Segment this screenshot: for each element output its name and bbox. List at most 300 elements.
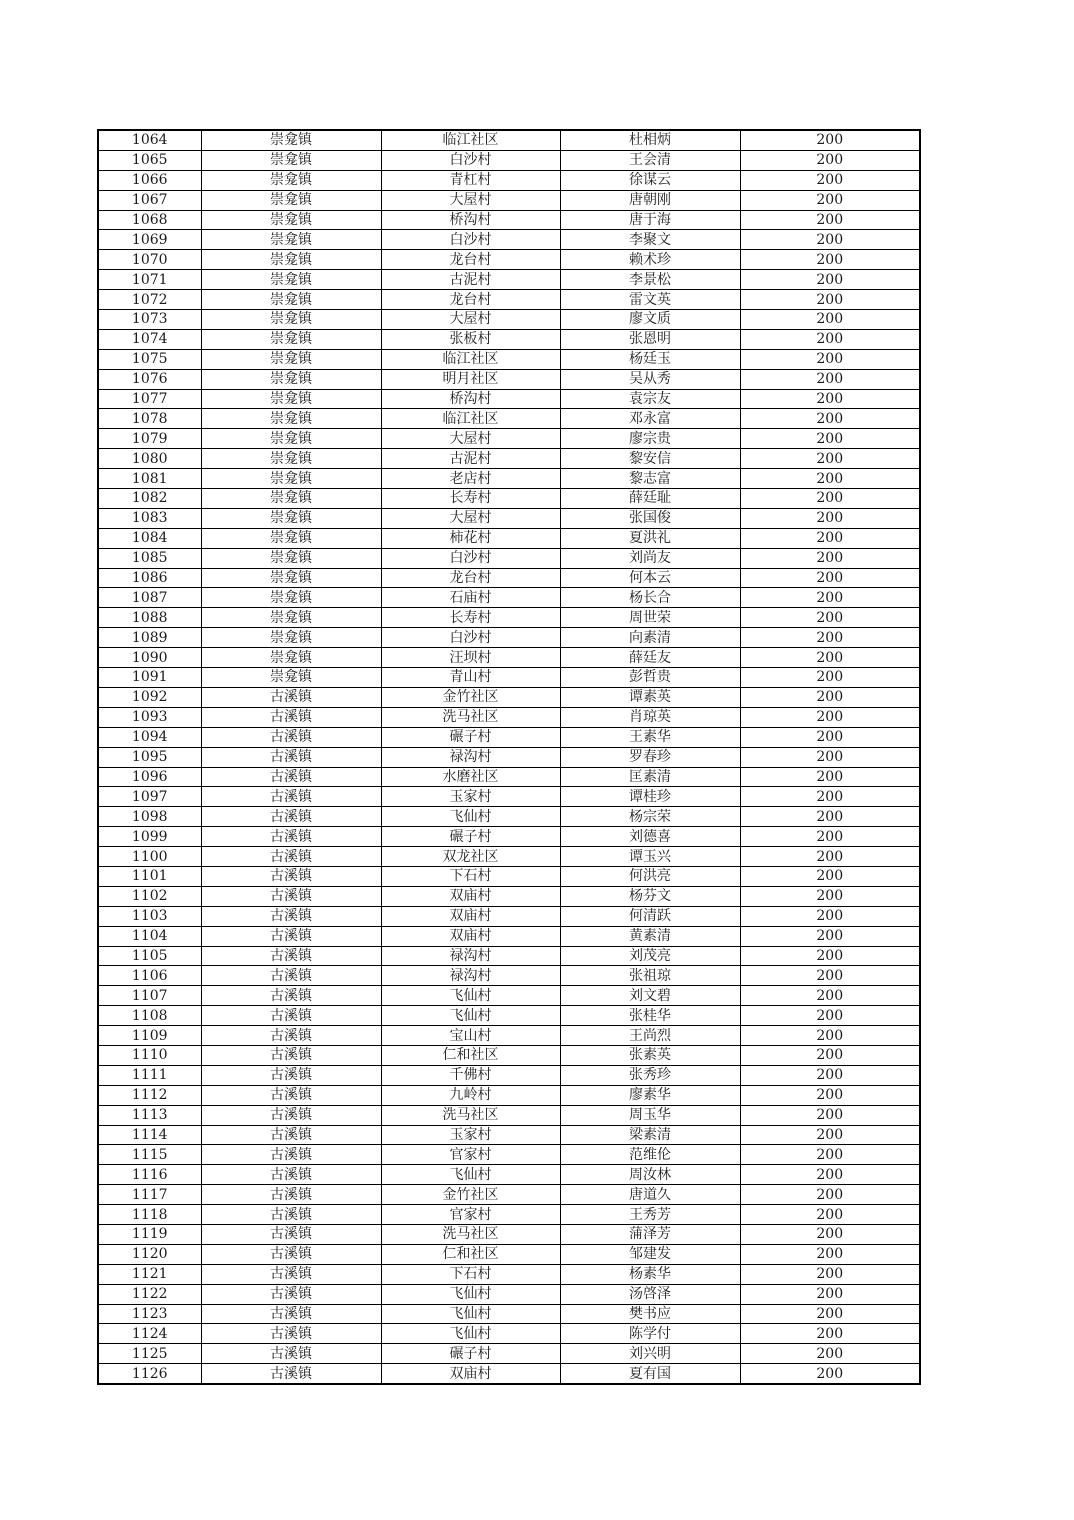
village-cell: 白沙村 <box>381 230 560 250</box>
town-cell: 古溪镇 <box>201 687 381 707</box>
person-name-cell: 薛廷友 <box>560 648 740 668</box>
town-cell: 崇龛镇 <box>201 290 381 310</box>
town-cell: 古溪镇 <box>201 1085 381 1105</box>
table-row <box>98 429 920 449</box>
town-cell: 古溪镇 <box>201 1244 381 1264</box>
amount-cell: 200 <box>740 727 920 747</box>
town-cell: 古溪镇 <box>201 1324 381 1344</box>
person-name-cell: 王会清 <box>560 150 740 170</box>
person-name-cell: 吴从秀 <box>560 369 740 389</box>
town-cell: 崇龛镇 <box>201 349 381 369</box>
row-number-cell: 1088 <box>98 608 201 628</box>
village-cell: 大屋村 <box>381 508 560 528</box>
village-cell: 古泥村 <box>381 449 560 469</box>
amount-cell: 200 <box>740 349 920 369</box>
person-name-cell: 薛廷耻 <box>560 489 740 509</box>
town-cell: 崇龛镇 <box>201 210 381 230</box>
table-row <box>98 1125 920 1145</box>
row-number-cell: 1074 <box>98 329 201 349</box>
amount-cell: 200 <box>740 1065 920 1085</box>
person-name-cell: 梁素清 <box>560 1125 740 1145</box>
village-cell: 老店村 <box>381 469 560 489</box>
table-row <box>98 807 920 827</box>
town-cell: 崇龛镇 <box>201 548 381 568</box>
person-name-cell: 唐于海 <box>560 210 740 230</box>
amount-cell: 200 <box>740 1205 920 1225</box>
village-cell: 官家村 <box>381 1205 560 1225</box>
row-number-cell: 1109 <box>98 1026 201 1046</box>
town-cell: 崇龛镇 <box>201 668 381 688</box>
village-cell: 大屋村 <box>381 190 560 210</box>
amount-cell: 200 <box>740 668 920 688</box>
person-name-cell: 谭玉兴 <box>560 847 740 867</box>
town-cell: 古溪镇 <box>201 847 381 867</box>
person-name-cell: 廖文质 <box>560 310 740 330</box>
table-row <box>98 648 920 668</box>
amount-cell: 200 <box>740 1105 920 1125</box>
town-cell: 古溪镇 <box>201 727 381 747</box>
row-number-cell: 1114 <box>98 1125 201 1145</box>
table-row <box>98 727 920 747</box>
amount-cell: 200 <box>740 687 920 707</box>
town-cell: 古溪镇 <box>201 866 381 886</box>
row-number-cell: 1110 <box>98 1045 201 1065</box>
table-row <box>98 1065 920 1085</box>
row-number-cell: 1113 <box>98 1105 201 1125</box>
table-row <box>98 1304 920 1324</box>
table-row <box>98 668 920 688</box>
amount-cell: 200 <box>740 847 920 867</box>
amount-cell: 200 <box>740 608 920 628</box>
village-cell: 明月社区 <box>381 369 560 389</box>
amount-cell: 200 <box>740 807 920 827</box>
row-number-cell: 1079 <box>98 429 201 449</box>
village-cell: 大屋村 <box>381 310 560 330</box>
amount-cell: 200 <box>740 528 920 548</box>
person-name-cell: 邹建发 <box>560 1244 740 1264</box>
amount-cell: 200 <box>740 489 920 509</box>
amount-cell: 200 <box>740 966 920 986</box>
row-number-cell: 1087 <box>98 588 201 608</box>
table-row <box>98 966 920 986</box>
village-cell: 碾子村 <box>381 727 560 747</box>
table-row <box>98 508 920 528</box>
row-number-cell: 1106 <box>98 966 201 986</box>
row-number-cell: 1101 <box>98 866 201 886</box>
town-cell: 古溪镇 <box>201 1264 381 1284</box>
row-number-cell: 1065 <box>98 150 201 170</box>
amount-cell: 200 <box>740 1324 920 1344</box>
table-row <box>98 707 920 727</box>
amount-cell: 200 <box>740 1125 920 1145</box>
town-cell: 古溪镇 <box>201 1145 381 1165</box>
row-number-cell: 1090 <box>98 648 201 668</box>
village-cell: 飞仙村 <box>381 1324 560 1344</box>
town-cell: 古溪镇 <box>201 1185 381 1205</box>
village-cell: 仁和社区 <box>381 1244 560 1264</box>
village-cell: 碾子村 <box>381 827 560 847</box>
amount-cell: 200 <box>740 1006 920 1026</box>
town-cell: 古溪镇 <box>201 926 381 946</box>
village-cell: 汪坝村 <box>381 648 560 668</box>
table-row <box>98 489 920 509</box>
person-name-cell: 夏洪礼 <box>560 528 740 548</box>
table-row <box>98 847 920 867</box>
village-cell: 金竹社区 <box>381 1185 560 1205</box>
table-row <box>98 926 920 946</box>
row-number-cell: 1095 <box>98 747 201 767</box>
person-name-cell: 夏有国 <box>560 1364 740 1384</box>
table-row <box>98 1244 920 1264</box>
town-cell: 崇龛镇 <box>201 588 381 608</box>
amount-cell: 200 <box>740 230 920 250</box>
village-cell: 龙台村 <box>381 290 560 310</box>
table-row <box>98 548 920 568</box>
row-number-cell: 1099 <box>98 827 201 847</box>
table-row <box>98 1045 920 1065</box>
person-name-cell: 赖术珍 <box>560 250 740 270</box>
town-cell: 古溪镇 <box>201 1065 381 1085</box>
person-name-cell: 雷文英 <box>560 290 740 310</box>
village-cell: 石庙村 <box>381 588 560 608</box>
amount-cell: 200 <box>740 369 920 389</box>
row-number-cell: 1096 <box>98 767 201 787</box>
town-cell: 古溪镇 <box>201 1045 381 1065</box>
table-row <box>98 329 920 349</box>
person-name-cell: 张秀珍 <box>560 1065 740 1085</box>
table-row <box>98 568 920 588</box>
amount-cell: 200 <box>740 469 920 489</box>
amount-cell: 200 <box>740 588 920 608</box>
table-row <box>98 210 920 230</box>
table-row <box>98 190 920 210</box>
table-row <box>98 270 920 290</box>
row-number-cell: 1077 <box>98 389 201 409</box>
amount-cell: 200 <box>740 508 920 528</box>
amount-cell: 200 <box>740 409 920 429</box>
table-row <box>98 1284 920 1304</box>
town-cell: 崇龛镇 <box>201 310 381 330</box>
town-cell: 古溪镇 <box>201 1026 381 1046</box>
person-name-cell: 黎志富 <box>560 469 740 489</box>
person-name-cell: 周汝林 <box>560 1165 740 1185</box>
table-row <box>98 449 920 469</box>
row-number-cell: 1104 <box>98 926 201 946</box>
town-cell: 崇龛镇 <box>201 409 381 429</box>
table-row <box>98 528 920 548</box>
person-name-cell: 陈学付 <box>560 1324 740 1344</box>
person-name-cell: 李聚文 <box>560 230 740 250</box>
person-name-cell: 周玉华 <box>560 1105 740 1125</box>
table-row <box>98 150 920 170</box>
amount-cell: 200 <box>740 707 920 727</box>
row-number-cell: 1070 <box>98 250 201 270</box>
person-name-cell: 廖宗贵 <box>560 429 740 449</box>
town-cell: 崇龛镇 <box>201 449 381 469</box>
person-name-cell: 张恩明 <box>560 329 740 349</box>
table-row <box>98 349 920 369</box>
row-number-cell: 1073 <box>98 310 201 330</box>
amount-cell: 200 <box>740 986 920 1006</box>
town-cell: 古溪镇 <box>201 807 381 827</box>
person-name-cell: 杨长合 <box>560 588 740 608</box>
amount-cell: 200 <box>740 329 920 349</box>
row-number-cell: 1119 <box>98 1224 201 1244</box>
town-cell: 崇龛镇 <box>201 528 381 548</box>
roster-table <box>97 129 921 1385</box>
village-cell: 洗马社区 <box>381 707 560 727</box>
town-cell: 崇龛镇 <box>201 230 381 250</box>
village-cell: 九岭村 <box>381 1085 560 1105</box>
village-cell: 古泥村 <box>381 270 560 290</box>
row-number-cell: 1107 <box>98 986 201 1006</box>
amount-cell: 200 <box>740 1045 920 1065</box>
row-number-cell: 1100 <box>98 847 201 867</box>
amount-cell: 200 <box>740 429 920 449</box>
person-name-cell: 向素清 <box>560 628 740 648</box>
table-row <box>98 628 920 648</box>
village-cell: 龙台村 <box>381 568 560 588</box>
town-cell: 古溪镇 <box>201 1224 381 1244</box>
row-number-cell: 1115 <box>98 1145 201 1165</box>
town-cell: 古溪镇 <box>201 747 381 767</box>
person-name-cell: 肖琼英 <box>560 707 740 727</box>
village-cell: 双庙村 <box>381 1364 560 1384</box>
row-number-cell: 1112 <box>98 1085 201 1105</box>
table-row <box>98 687 920 707</box>
table-row <box>98 130 920 150</box>
person-name-cell: 邓永富 <box>560 409 740 429</box>
row-number-cell: 1123 <box>98 1304 201 1324</box>
village-cell: 长寿村 <box>381 608 560 628</box>
amount-cell: 200 <box>740 1304 920 1324</box>
person-name-cell: 刘德喜 <box>560 827 740 847</box>
table-row <box>98 767 920 787</box>
amount-cell: 200 <box>740 787 920 807</box>
town-cell: 崇龛镇 <box>201 568 381 588</box>
table-row <box>98 1324 920 1344</box>
town-cell: 古溪镇 <box>201 1006 381 1026</box>
row-number-cell: 1125 <box>98 1344 201 1364</box>
roster-table-body <box>98 130 920 1384</box>
row-number-cell: 1108 <box>98 1006 201 1026</box>
person-name-cell: 张祖琼 <box>560 966 740 986</box>
town-cell: 崇龛镇 <box>201 329 381 349</box>
person-name-cell: 张桂华 <box>560 1006 740 1026</box>
table-row <box>98 469 920 489</box>
person-name-cell: 王秀芳 <box>560 1205 740 1225</box>
row-number-cell: 1097 <box>98 787 201 807</box>
village-cell: 飞仙村 <box>381 1006 560 1026</box>
table-row <box>98 946 920 966</box>
row-number-cell: 1076 <box>98 369 201 389</box>
town-cell: 古溪镇 <box>201 1284 381 1304</box>
town-cell: 古溪镇 <box>201 886 381 906</box>
amount-cell: 200 <box>740 1284 920 1304</box>
table-row <box>98 608 920 628</box>
village-cell: 临江社区 <box>381 409 560 429</box>
village-cell: 下石村 <box>381 866 560 886</box>
village-cell: 洗马社区 <box>381 1105 560 1125</box>
row-number-cell: 1121 <box>98 1264 201 1284</box>
village-cell: 碾子村 <box>381 1344 560 1364</box>
row-number-cell: 1120 <box>98 1244 201 1264</box>
person-name-cell: 何本云 <box>560 568 740 588</box>
table-row <box>98 1026 920 1046</box>
town-cell: 古溪镇 <box>201 767 381 787</box>
village-cell: 飞仙村 <box>381 1284 560 1304</box>
amount-cell: 200 <box>740 628 920 648</box>
person-name-cell: 徐谋云 <box>560 170 740 190</box>
village-cell: 双龙社区 <box>381 847 560 867</box>
amount-cell: 200 <box>740 866 920 886</box>
village-cell: 白沙村 <box>381 548 560 568</box>
row-number-cell: 1126 <box>98 1364 201 1384</box>
person-name-cell: 杨宗荣 <box>560 807 740 827</box>
table-row <box>98 1264 920 1284</box>
person-name-cell: 刘兴明 <box>560 1344 740 1364</box>
village-cell: 双庙村 <box>381 926 560 946</box>
town-cell: 崇龛镇 <box>201 250 381 270</box>
amount-cell: 200 <box>740 130 920 150</box>
village-cell: 临江社区 <box>381 130 560 150</box>
person-name-cell: 杨廷玉 <box>560 349 740 369</box>
village-cell: 下石村 <box>381 1264 560 1284</box>
person-name-cell: 袁宗友 <box>560 389 740 409</box>
table-row <box>98 1006 920 1026</box>
table-row <box>98 588 920 608</box>
person-name-cell: 杨芬文 <box>560 886 740 906</box>
amount-cell: 200 <box>740 1085 920 1105</box>
table-row <box>98 1344 920 1364</box>
person-name-cell: 唐道久 <box>560 1185 740 1205</box>
table-row <box>98 369 920 389</box>
village-cell: 双庙村 <box>381 906 560 926</box>
village-cell: 双庙村 <box>381 886 560 906</box>
row-number-cell: 1068 <box>98 210 201 230</box>
village-cell: 白沙村 <box>381 150 560 170</box>
amount-cell: 200 <box>740 548 920 568</box>
town-cell: 崇龛镇 <box>201 150 381 170</box>
person-name-cell: 罗春珍 <box>560 747 740 767</box>
amount-cell: 200 <box>740 250 920 270</box>
person-name-cell: 蒲泽芳 <box>560 1224 740 1244</box>
village-cell: 飞仙村 <box>381 1165 560 1185</box>
amount-cell: 200 <box>740 449 920 469</box>
table-row <box>98 1085 920 1105</box>
amount-cell: 200 <box>740 210 920 230</box>
amount-cell: 200 <box>740 886 920 906</box>
town-cell: 古溪镇 <box>201 827 381 847</box>
amount-cell: 200 <box>740 190 920 210</box>
person-name-cell: 黎安信 <box>560 449 740 469</box>
row-number-cell: 1083 <box>98 508 201 528</box>
person-name-cell: 谭素英 <box>560 687 740 707</box>
row-number-cell: 1071 <box>98 270 201 290</box>
row-number-cell: 1089 <box>98 628 201 648</box>
amount-cell: 200 <box>740 310 920 330</box>
table-row <box>98 170 920 190</box>
person-name-cell: 刘文碧 <box>560 986 740 1006</box>
town-cell: 崇龛镇 <box>201 508 381 528</box>
table-row <box>98 986 920 1006</box>
town-cell: 崇龛镇 <box>201 429 381 449</box>
village-cell: 龙台村 <box>381 250 560 270</box>
person-name-cell: 王素华 <box>560 727 740 747</box>
table-row <box>98 310 920 330</box>
person-name-cell: 汤啓泽 <box>560 1284 740 1304</box>
town-cell: 崇龛镇 <box>201 648 381 668</box>
town-cell: 崇龛镇 <box>201 190 381 210</box>
town-cell: 古溪镇 <box>201 787 381 807</box>
amount-cell: 200 <box>740 1224 920 1244</box>
village-cell: 青山村 <box>381 668 560 688</box>
row-number-cell: 1124 <box>98 1324 201 1344</box>
amount-cell: 200 <box>740 1244 920 1264</box>
village-cell: 桥沟村 <box>381 389 560 409</box>
table-row <box>98 1224 920 1244</box>
table-row <box>98 747 920 767</box>
row-number-cell: 1105 <box>98 946 201 966</box>
amount-cell: 200 <box>740 946 920 966</box>
row-number-cell: 1122 <box>98 1284 201 1304</box>
person-name-cell: 谭桂珍 <box>560 787 740 807</box>
row-number-cell: 1080 <box>98 449 201 469</box>
table-row <box>98 250 920 270</box>
town-cell: 古溪镇 <box>201 1125 381 1145</box>
table-row <box>98 906 920 926</box>
row-number-cell: 1092 <box>98 687 201 707</box>
table-row <box>98 290 920 310</box>
village-cell: 飞仙村 <box>381 986 560 1006</box>
row-number-cell: 1118 <box>98 1205 201 1225</box>
amount-cell: 200 <box>740 926 920 946</box>
person-name-cell: 刘茂亮 <box>560 946 740 966</box>
town-cell: 古溪镇 <box>201 946 381 966</box>
town-cell: 崇龛镇 <box>201 608 381 628</box>
person-name-cell: 李景松 <box>560 270 740 290</box>
village-cell: 飞仙村 <box>381 807 560 827</box>
person-name-cell: 唐朝刚 <box>560 190 740 210</box>
amount-cell: 200 <box>740 648 920 668</box>
town-cell: 崇龛镇 <box>201 489 381 509</box>
person-name-cell: 黄素清 <box>560 926 740 946</box>
person-name-cell: 张素英 <box>560 1045 740 1065</box>
row-number-cell: 1066 <box>98 170 201 190</box>
row-number-cell: 1098 <box>98 807 201 827</box>
town-cell: 古溪镇 <box>201 1364 381 1384</box>
person-name-cell: 刘尚友 <box>560 548 740 568</box>
row-number-cell: 1117 <box>98 1185 201 1205</box>
amount-cell: 200 <box>740 1026 920 1046</box>
town-cell: 崇龛镇 <box>201 628 381 648</box>
village-cell: 水磨社区 <box>381 767 560 787</box>
person-name-cell: 王尚烈 <box>560 1026 740 1046</box>
village-cell: 禄沟村 <box>381 966 560 986</box>
table-row <box>98 389 920 409</box>
village-cell: 大屋村 <box>381 429 560 449</box>
amount-cell: 200 <box>740 170 920 190</box>
person-name-cell: 彭哲贵 <box>560 668 740 688</box>
town-cell: 古溪镇 <box>201 906 381 926</box>
town-cell: 古溪镇 <box>201 1205 381 1225</box>
person-name-cell: 张国俊 <box>560 508 740 528</box>
town-cell: 崇龛镇 <box>201 389 381 409</box>
table-row <box>98 886 920 906</box>
village-cell: 玉家村 <box>381 1125 560 1145</box>
table-row <box>98 1364 920 1384</box>
village-cell: 长寿村 <box>381 489 560 509</box>
